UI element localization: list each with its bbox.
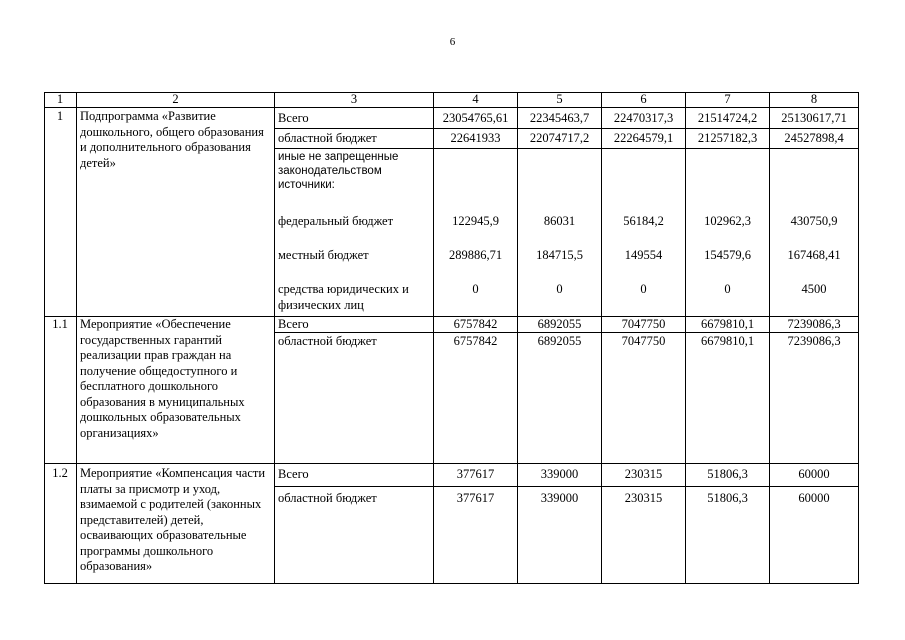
value-cell: 7239086,3 (787, 317, 841, 331)
value-cell: 6892055 (537, 334, 582, 348)
value-cell: 7047750 (621, 334, 666, 348)
measure-name: Мероприятие «Компенсация части платы за присмотр и уход, взимаемой с родителей (законных представителей) детей, осваивающих образовательные программы дошкольного образования» (80, 466, 266, 573)
subprogram-name: Подпрограмма «Развитие дошкольного, общего образования и дополнительного образования детей» (80, 109, 264, 170)
label-local-budget: местный бюджет (278, 248, 369, 262)
value-cell: 86031 (543, 214, 576, 228)
label-total: Всего (278, 111, 309, 125)
label-regional-budget: областной бюджет (278, 131, 377, 145)
label-legal-persons: средства юридических и физических лиц (278, 282, 409, 312)
value-cell: 102962,3 (704, 214, 751, 228)
value-cell: 22264579,1 (613, 131, 674, 145)
budget-table (44, 92, 859, 584)
value-cell: 149554 (624, 248, 663, 262)
row-number: 1.2 (52, 466, 68, 480)
label-federal-budget: федеральный бюджет (278, 214, 394, 228)
value-cell: 377617 (456, 467, 495, 481)
header-cell-3: 3 (350, 92, 358, 106)
value-cell: 6679810,1 (700, 334, 755, 348)
value-cell: 51806,3 (707, 467, 748, 481)
value-cell: 184715,5 (536, 248, 583, 262)
value-cell: 6679810,1 (700, 317, 755, 331)
value-cell: 25130617,71 (781, 111, 847, 125)
header-cell-4: 4 (472, 92, 479, 106)
value-cell: 22470317,3 (613, 111, 674, 125)
value-cell: 230315 (624, 467, 663, 481)
header-cell-5: 5 (556, 92, 563, 106)
value-cell: 60000 (798, 491, 830, 505)
value-cell: 22641933 (450, 131, 501, 145)
value-cell: 7239086,3 (787, 334, 841, 348)
value-cell: 56184,2 (623, 214, 664, 228)
header-cell-2: 2 (172, 92, 179, 106)
label-other-sources: иные не запрещенные законодательством источники: (278, 151, 399, 191)
value-cell: 21257182,3 (697, 131, 758, 145)
header-cell-8: 8 (810, 92, 818, 106)
value-cell: 154579,6 (704, 248, 751, 262)
header-cell-1: 1 (56, 92, 64, 106)
value-cell: 6757842 (453, 317, 498, 331)
value-cell: 23054765,61 (442, 111, 509, 125)
label-total: Всего (278, 467, 309, 481)
value-cell: 289886,71 (448, 248, 503, 262)
row-number: 1 (56, 109, 64, 123)
value-cell: 22074717,2 (529, 131, 590, 145)
label-total: Всего (278, 317, 309, 331)
value-cell: 230315 (624, 491, 663, 505)
value-cell: 0 (556, 282, 563, 296)
value-cell: 0 (724, 282, 731, 296)
value-cell: 0 (640, 282, 647, 296)
value-cell: 122945,9 (452, 214, 499, 228)
value-cell: 21514724,2 (697, 111, 758, 125)
value-cell: 430750,9 (790, 214, 838, 228)
value-cell: 7047750 (621, 317, 666, 331)
value-cell: 0 (472, 282, 479, 296)
value-cell: 24527898,4 (784, 131, 844, 145)
measure-name: Мероприятие «Обеспечение государственных гарантий реализации прав граждан на получение общедоступного и бесплатного дошкольного образования в муниципальных дошкольных образовательных организациях» (80, 317, 245, 440)
value-cell: 339000 (540, 491, 579, 505)
value-cell: 22345463,7 (529, 111, 590, 125)
value-cell: 6757842 (453, 334, 498, 348)
label-regional-budget: областной бюджет (278, 491, 377, 505)
header-cell-6: 6 (640, 92, 647, 106)
value-cell: 377617 (456, 491, 495, 505)
label-regional-budget: областной бюджет (278, 334, 377, 348)
value-cell: 4500 (801, 282, 827, 296)
value-cell: 60000 (798, 467, 830, 481)
header-cell-7: 7 (724, 92, 731, 106)
value-cell: 167468,41 (787, 248, 841, 262)
value-cell: 6892055 (537, 317, 582, 331)
page-number: 6 (449, 36, 456, 48)
value-cell: 51806,3 (707, 491, 748, 505)
row-number: 1.1 (52, 317, 68, 331)
value-cell: 339000 (540, 467, 579, 481)
